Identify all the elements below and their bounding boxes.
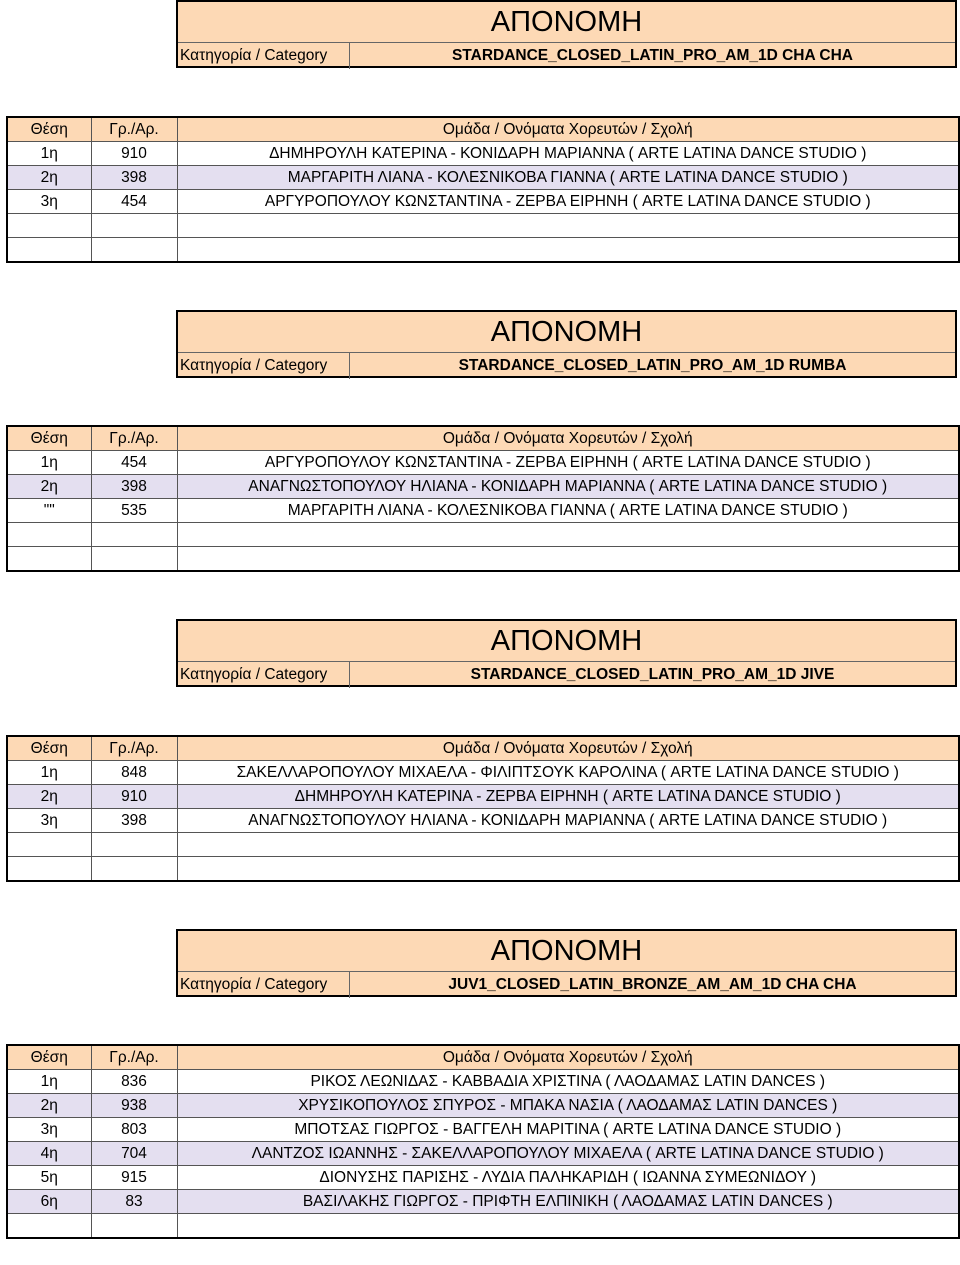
cell-names xyxy=(177,857,959,882)
cell-names xyxy=(177,214,959,238)
category-label: Κατηγορία / Category xyxy=(178,43,350,69)
cell-place: 2η xyxy=(7,1094,91,1118)
cell-names: ΑΝΑΓΝΩΣΤΟΠΟΥΛΟΥ ΗΛΙΑΝΑ - ΚΟΝΙΔΑΡΗ ΜΑΡΙΑΝΝΑ ( ARTE LATINA DANCE STUDIO ) xyxy=(177,809,959,833)
cell-place: 2η xyxy=(7,475,91,499)
cell-number: 398 xyxy=(91,809,177,833)
table-row xyxy=(7,1118,959,1142)
table-row xyxy=(7,238,959,263)
header-names: Ομάδα / Ονόματα Χορευτών / Σχολή xyxy=(177,1045,959,1070)
results-table xyxy=(6,116,960,263)
header-place: Θέση xyxy=(7,1045,91,1070)
table-row xyxy=(7,547,959,572)
results-table xyxy=(6,425,960,572)
cell-names xyxy=(177,238,959,263)
cell-names: ΧΡΥΣΙΚΟΠΟΥΛΟΣ ΣΠΥΡΟΣ - ΜΠΑΚΑ ΝΑΣΙΑ ( ΛΑΟΔΑΜΑΣ LATIN DANCES ) xyxy=(177,1094,959,1118)
award-title: ΑΠΟΝΟΜΗ xyxy=(490,316,643,348)
category-label: Κατηγορία / Category xyxy=(178,662,350,688)
category-row xyxy=(178,352,955,379)
table-row xyxy=(7,214,959,238)
cell-names xyxy=(177,833,959,857)
cell-number: 398 xyxy=(91,475,177,499)
header-number: Γρ./Αρ. xyxy=(91,117,177,142)
cell-place: 1η xyxy=(7,1070,91,1094)
cell-names: ΑΝΑΓΝΩΣΤΟΠΟΥΛΟΥ ΗΛΙΑΝΑ - ΚΟΝΙΔΑΡΗ ΜΑΡΙΑΝΝΑ ( ARTE LATINA DANCE STUDIO ) xyxy=(177,475,959,499)
cell-number: 454 xyxy=(91,190,177,214)
cell-place xyxy=(7,1214,91,1239)
header-place: Θέση xyxy=(7,117,91,142)
table-row xyxy=(7,523,959,547)
cell-place: 3η xyxy=(7,190,91,214)
header-names: Ομάδα / Ονόματα Χορευτών / Σχολή xyxy=(177,117,959,142)
cell-names: ΒΑΣΙΛΑΚΗΣ ΓΙΩΡΓΟΣ - ΠΡΙΦΤΗ ΕΛΠΙΝΙΚΗ ( ΛΑΟΔΑΜΑΣ LATIN DANCES ) xyxy=(177,1190,959,1214)
cell-place: "" xyxy=(7,499,91,523)
table-row xyxy=(7,857,959,882)
cell-place: 1η xyxy=(7,761,91,785)
cell-place xyxy=(7,238,91,263)
header-number: Γρ./Αρ. xyxy=(91,426,177,451)
cell-names: ΑΡΓΥΡΟΠΟΥΛΟΥ ΚΩΝΣΤΑΝΤΙΝΑ - ΖΕΡΒΑ ΕΙΡΗΝΗ ( ARTE LATINA DANCE STUDIO ) xyxy=(177,190,959,214)
table-header-row xyxy=(7,117,959,142)
category-row xyxy=(178,42,955,69)
cell-place: 4η xyxy=(7,1142,91,1166)
header-names: Ομάδα / Ονόματα Χορευτών / Σχολή xyxy=(177,426,959,451)
header-place: Θέση xyxy=(7,736,91,761)
table-row xyxy=(7,1142,959,1166)
cell-place: 2η xyxy=(7,785,91,809)
category-label: Κατηγορία / Category xyxy=(178,353,350,379)
table-row xyxy=(7,809,959,833)
table-row xyxy=(7,475,959,499)
cell-place: 3η xyxy=(7,809,91,833)
cell-names: ΔΗΜΗΡΟΥΛΗ ΚΑΤΕΡΙΝΑ - ΚΟΝΙΔΑΡΗ ΜΑΡΙΑΝΝΑ ( ARTE LATINA DANCE STUDIO ) xyxy=(177,142,959,166)
header-names: Ομάδα / Ονόματα Χορευτών / Σχολή xyxy=(177,736,959,761)
cell-number: 454 xyxy=(91,451,177,475)
table-row xyxy=(7,166,959,190)
cell-number: 938 xyxy=(91,1094,177,1118)
category-row xyxy=(178,661,955,688)
cell-names: ΣΑΚΕΛΛΑΡΟΠΟΥΛΟΥ ΜΙΧΑΕΛΑ - ΦΙΛΙΠΤΣΟΥΚ ΚΑΡΟΛΙΝΑ ( ARTE LATINA DANCE STUDIO ) xyxy=(177,761,959,785)
cell-place: 6η xyxy=(7,1190,91,1214)
cell-place xyxy=(7,857,91,882)
cell-place xyxy=(7,214,91,238)
cell-number: 836 xyxy=(91,1070,177,1094)
table-row xyxy=(7,1214,959,1239)
cell-names: ΡΙΚΟΣ ΛΕΩΝΙΔΑΣ - ΚΑΒΒΑΔΙΑ ΧΡΙΣΤΙΝΑ ( ΛΑΟΔΑΜΑΣ LATIN DANCES ) xyxy=(177,1070,959,1094)
cell-names: ΜΑΡΓΑΡΙΤΗ ΛΙΑΝΑ - ΚΟΛΕΣΝΙΚΟΒΑ ΓΙΑΝΝΑ ( ARTE LATINA DANCE STUDIO ) xyxy=(177,499,959,523)
cell-number xyxy=(91,523,177,547)
cell-names xyxy=(177,547,959,572)
award-header xyxy=(176,0,957,68)
cell-number xyxy=(91,214,177,238)
cell-place: 1η xyxy=(7,142,91,166)
cell-number: 848 xyxy=(91,761,177,785)
table-header-row xyxy=(7,1045,959,1070)
cell-number: 398 xyxy=(91,166,177,190)
category-value: JUV1_CLOSED_LATIN_BRONZE_AM_AM_1D CHA CHA xyxy=(448,976,857,993)
cell-number: 704 xyxy=(91,1142,177,1166)
table-row xyxy=(7,1166,959,1190)
table-row xyxy=(7,190,959,214)
cell-names: ΜΑΡΓΑΡΙΤΗ ΛΙΑΝΑ - ΚΟΛΕΣΝΙΚΟΒΑ ΓΙΑΝΝΑ ( ARTE LATINA DANCE STUDIO ) xyxy=(177,166,959,190)
award-header xyxy=(176,619,957,687)
cell-number: 83 xyxy=(91,1190,177,1214)
category-value: STARDANCE_CLOSED_LATIN_PRO_AM_1D RUMBA xyxy=(458,357,847,374)
cell-number: 803 xyxy=(91,1118,177,1142)
cell-place: 5η xyxy=(7,1166,91,1190)
cell-place: 2η xyxy=(7,166,91,190)
table-row xyxy=(7,761,959,785)
cell-names: ΛΑΝΤΖΟΣ ΙΩΑΝΝΗΣ - ΣΑΚΕΛΛΑΡΟΠΟΥΛΟΥ ΜΙΧΑΕΛΑ ( ARTE LATINA DANCE STUDIO ) xyxy=(177,1142,959,1166)
cell-number xyxy=(91,238,177,263)
cell-place xyxy=(7,547,91,572)
results-table xyxy=(6,1044,960,1239)
category-row xyxy=(178,971,955,998)
cell-names: ΔΗΜΗΡΟΥΛΗ ΚΑΤΕΡΙΝΑ - ΖΕΡΒΑ ΕΙΡΗΝΗ ( ARTE LATINA DANCE STUDIO ) xyxy=(177,785,959,809)
header-number: Γρ./Αρ. xyxy=(91,736,177,761)
category-value: STARDANCE_CLOSED_LATIN_PRO_AM_1D CHA CHA xyxy=(451,47,854,64)
cell-place xyxy=(7,523,91,547)
cell-names: ΜΠΟΤΣΑΣ ΓΙΩΡΓΟΣ - ΒΑΓΓΕΛΗ ΜΑΡΙΤΙΝΑ ( ARTE LATINA DANCE STUDIO ) xyxy=(177,1118,959,1142)
table-row xyxy=(7,785,959,809)
cell-place xyxy=(7,833,91,857)
award-header xyxy=(176,929,957,997)
cell-number: 910 xyxy=(91,785,177,809)
award-title: ΑΠΟΝΟΜΗ xyxy=(490,935,643,967)
cell-names: ΔΙΟΝΥΣΗΣ ΠΑΡΙΣΗΣ - ΛΥΔΙΑ ΠΑΛΗΚΑΡΙΔΗ ( ΙΩΑΝΝΑ ΣΥΜΕΩΝΙΔΟΥ ) xyxy=(177,1166,959,1190)
header-number: Γρ./Αρ. xyxy=(91,1045,177,1070)
cell-names xyxy=(177,1214,959,1239)
award-title: ΑΠΟΝΟΜΗ xyxy=(490,625,643,657)
table-row xyxy=(7,1094,959,1118)
cell-names: ΑΡΓΥΡΟΠΟΥΛΟΥ ΚΩΝΣΤΑΝΤΙΝΑ - ΖΕΡΒΑ ΕΙΡΗΝΗ ( ARTE LATINA DANCE STUDIO ) xyxy=(177,451,959,475)
cell-number: 910 xyxy=(91,142,177,166)
cell-number xyxy=(91,857,177,882)
table-header-row xyxy=(7,736,959,761)
award-title: ΑΠΟΝΟΜΗ xyxy=(490,6,643,38)
cell-number xyxy=(91,1214,177,1239)
header-place: Θέση xyxy=(7,426,91,451)
results-table xyxy=(6,735,960,882)
table-header-row xyxy=(7,426,959,451)
cell-number xyxy=(91,547,177,572)
table-row xyxy=(7,451,959,475)
table-row xyxy=(7,499,959,523)
cell-number: 535 xyxy=(91,499,177,523)
cell-number: 915 xyxy=(91,1166,177,1190)
table-row xyxy=(7,1190,959,1214)
table-row xyxy=(7,142,959,166)
cell-number xyxy=(91,833,177,857)
award-header xyxy=(176,310,957,378)
cell-names xyxy=(177,523,959,547)
table-row xyxy=(7,833,959,857)
table-row xyxy=(7,1070,959,1094)
cell-place: 3η xyxy=(7,1118,91,1142)
category-label: Κατηγορία / Category xyxy=(178,972,350,998)
category-value: STARDANCE_CLOSED_LATIN_PRO_AM_1D JIVE xyxy=(470,666,835,683)
cell-place: 1η xyxy=(7,451,91,475)
